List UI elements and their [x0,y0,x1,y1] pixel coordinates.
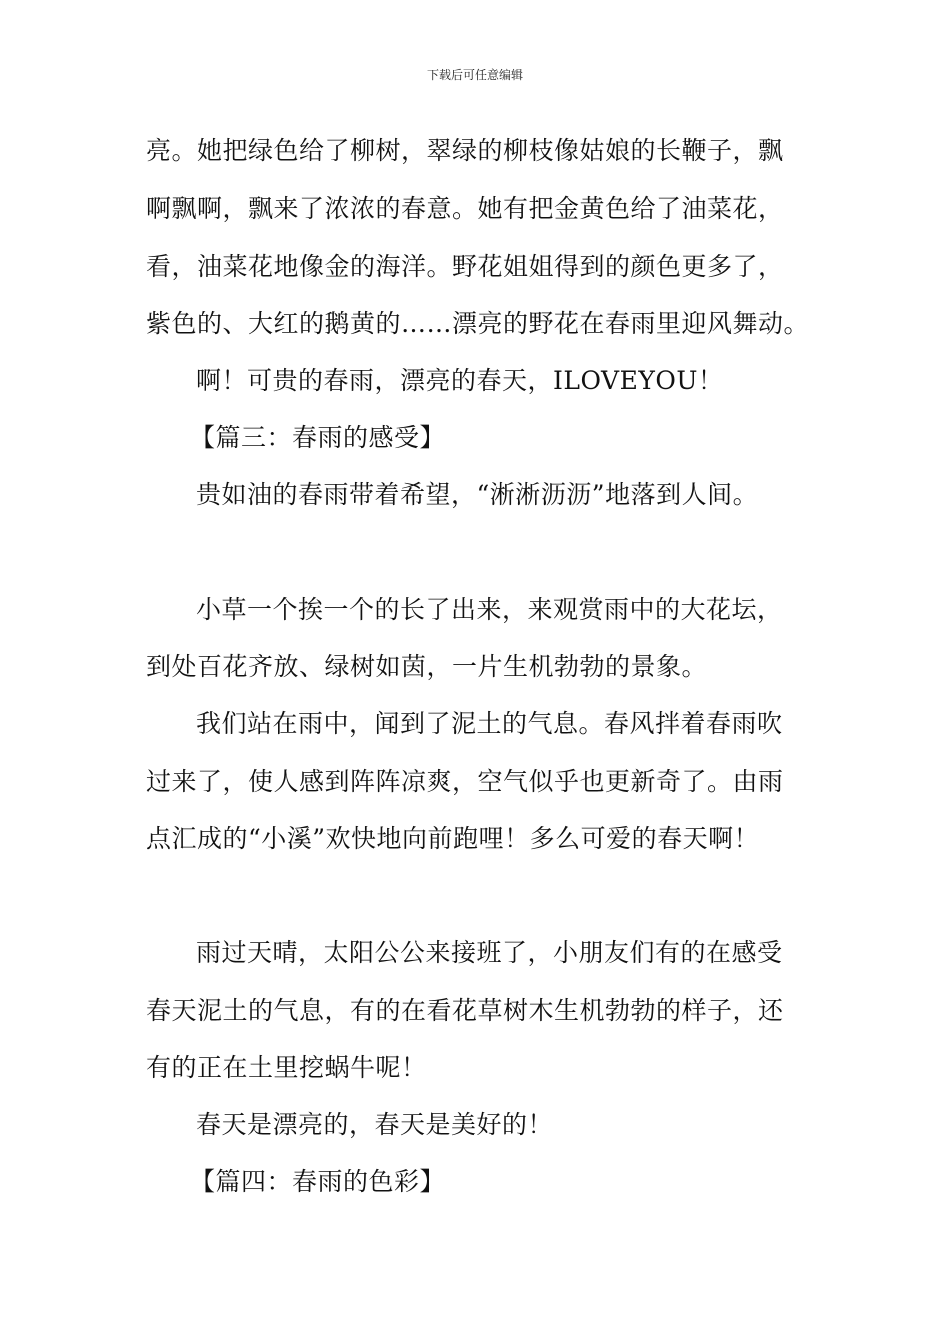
body-line: 啊！可贵的春雨，漂亮的春天，ILOVEYOU！ [196,366,724,395]
body-line: 到处百花齐放、绿树如茵，一片生机勃勃的景象。 [146,652,708,681]
body-line: 啊飘啊，飘来了浓浓的春意。她有把金黄色给了油菜花， [146,194,784,223]
body-line: 雨过天晴，太阳公公来接班了，小朋友们有的在感受 [196,938,783,967]
body-line: 小草一个挨一个的长了出来，来观赏雨中的大花坛， [196,595,783,624]
body-line: 我们站在雨中，闻到了泥土的气息。春风拌着春雨吹 [196,709,783,738]
body-line: 看，油菜花地像金的海洋。野花姐姐得到的颜色更多了， [146,252,784,281]
body-line: 亮。她把绿色给了柳树，翠绿的柳枝像姑娘的长鞭子，飘 [146,136,784,165]
body-line: 紫色的、大红的鹅黄的……漂亮的野花在春雨里迎风舞动。 [146,309,810,338]
section-heading: 【篇四：春雨的色彩】 [190,1167,446,1196]
page-header: 下载后可任意编辑 [426,68,523,82]
body-line: 春天泥土的气息，有的在看花草树木生机勃勃的样子，还 [146,996,784,1025]
body-line: 点汇成的“小溪”欢快地向前跑哩！多么可爱的春天啊！ [146,824,760,853]
body-line: 春天是漂亮的，春天是美好的！ [196,1110,554,1139]
section-heading: 【篇三：春雨的感受】 [190,423,446,452]
body-line: 贵如油的春雨带着希望，“淅淅沥沥”地落到人间。 [196,480,759,509]
body-line: 过来了，使人感到阵阵凉爽，空气似乎也更新奇了。由雨 [146,767,784,796]
body-line: 有的正在土里挖蜗牛呢！ [146,1053,427,1082]
